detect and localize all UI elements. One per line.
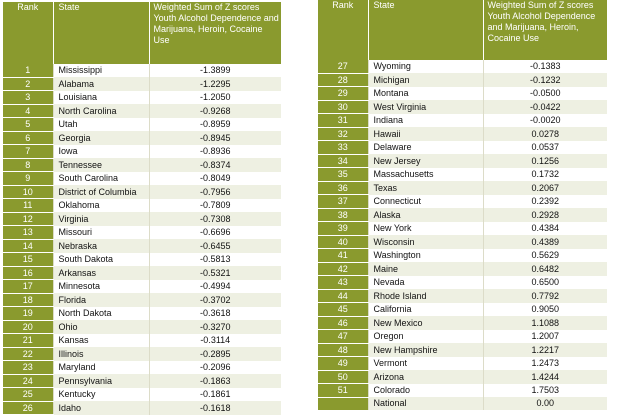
rank-cell: 14 [3, 239, 53, 253]
state-cell: Washington [368, 249, 483, 263]
score-cell: -1.3899 [149, 64, 281, 77]
state-cell: California [368, 303, 483, 317]
state-cell: Connecticut [368, 195, 483, 209]
table-row [3, 374, 281, 388]
rank-cell: 5 [3, 118, 53, 132]
rank-cell: 44 [318, 289, 368, 303]
score-cell: -0.8049 [149, 172, 281, 186]
rank-cell: 45 [318, 303, 368, 317]
state-cell: Maryland [53, 361, 149, 375]
rank-cell: 15 [3, 253, 53, 267]
header-row [318, 0, 607, 60]
table-row [318, 370, 607, 384]
state-cell: New York [368, 222, 483, 236]
table-row [318, 303, 607, 317]
rank-cell: 8 [3, 158, 53, 172]
rank-cell: 20 [3, 320, 53, 334]
state-cell: Indiana [368, 114, 483, 128]
rank-cell [318, 397, 368, 410]
score-cell: -1.2295 [149, 77, 281, 91]
state-cell: Nebraska [53, 239, 149, 253]
state-cell: District of Columbia [53, 185, 149, 199]
table-row [318, 168, 607, 182]
table-row [318, 330, 607, 344]
state-cell: Virginia [53, 212, 149, 226]
score-cell: 0.1256 [483, 154, 607, 168]
state-cell: Ohio [53, 320, 149, 334]
score-cell: -0.1863 [149, 374, 281, 388]
table-row [318, 397, 607, 410]
table-row [318, 114, 607, 128]
right-table-body [318, 60, 607, 410]
left-ranking-table [3, 2, 281, 415]
state-cell: Arkansas [53, 266, 149, 280]
score-cell: -0.0020 [483, 114, 607, 128]
rank-cell: 26 [3, 401, 53, 415]
table-row [3, 131, 281, 145]
rank-cell: 16 [3, 266, 53, 280]
rank-cell: 19 [3, 307, 53, 321]
rank-cell: 50 [318, 370, 368, 384]
rank-cell: 48 [318, 343, 368, 357]
table-row [318, 276, 607, 290]
rank-cell: 28 [318, 73, 368, 87]
table-row [318, 154, 607, 168]
score-cell: -0.0500 [483, 87, 607, 101]
table-row [318, 195, 607, 209]
score-cell: -0.3270 [149, 320, 281, 334]
state-cell: North Dakota [53, 307, 149, 321]
rank-cell: 42 [318, 262, 368, 276]
score-cell: 0.4384 [483, 222, 607, 236]
table-row [3, 253, 281, 267]
score-cell: 0.2067 [483, 181, 607, 195]
score-cell: -0.5321 [149, 266, 281, 280]
state-cell: Arizona [368, 370, 483, 384]
state-cell: Alabama [53, 77, 149, 91]
state-cell: Delaware [368, 141, 483, 155]
rank-cell: 39 [318, 222, 368, 236]
header-row [3, 2, 281, 64]
score-cell: 1.7503 [483, 384, 607, 398]
table-row [318, 208, 607, 222]
table-row [318, 249, 607, 263]
score-cell: -0.1383 [483, 60, 607, 73]
state-cell: Rhode Island [368, 289, 483, 303]
table-row [318, 316, 607, 330]
table-row [3, 91, 281, 105]
state-cell: Louisiana [53, 91, 149, 105]
rank-header: Rank [3, 2, 53, 64]
score-cell: 1.2217 [483, 343, 607, 357]
table-row [318, 141, 607, 155]
right-ranking-table [318, 0, 607, 411]
table-row [318, 357, 607, 371]
table-row [318, 235, 607, 249]
rank-cell: 9 [3, 172, 53, 186]
score-cell: -0.8374 [149, 158, 281, 172]
table-row [318, 222, 607, 236]
rank-cell: 29 [318, 87, 368, 101]
table-row [3, 280, 281, 294]
score-cell: 0.0278 [483, 127, 607, 141]
rank-cell: 37 [318, 195, 368, 209]
rank-cell: 43 [318, 276, 368, 290]
rank-cell: 18 [3, 293, 53, 307]
rank-cell: 30 [318, 100, 368, 114]
state-cell: Utah [53, 118, 149, 132]
table-row [3, 158, 281, 172]
rank-cell: 12 [3, 212, 53, 226]
state-cell: West Virginia [368, 100, 483, 114]
table-row [3, 212, 281, 226]
rank-cell: 35 [318, 168, 368, 182]
table-row [318, 181, 607, 195]
score-cell: -0.6696 [149, 226, 281, 240]
score-header: Weighted Sum of Z scores Youth Alcohol Dependence and Marijuana, Heroin, Cocaine Use [483, 0, 607, 60]
table-row [3, 104, 281, 118]
state-cell: Pennsylvania [53, 374, 149, 388]
rank-cell: 47 [318, 330, 368, 344]
state-cell: Montana [368, 87, 483, 101]
table-row [3, 347, 281, 361]
rank-cell: 1 [3, 64, 53, 77]
score-cell: 0.1732 [483, 168, 607, 182]
score-cell: 0.9050 [483, 303, 607, 317]
state-cell: Texas [368, 181, 483, 195]
state-cell: Florida [53, 293, 149, 307]
rank-cell: 46 [318, 316, 368, 330]
table-row [3, 172, 281, 186]
rank-cell: 17 [3, 280, 53, 294]
score-cell: -0.3618 [149, 307, 281, 321]
table-row [318, 73, 607, 87]
left-table-body [3, 64, 281, 415]
state-cell: Minnesota [53, 280, 149, 294]
rank-cell: 41 [318, 249, 368, 263]
score-cell: -0.8945 [149, 131, 281, 145]
rank-cell: 27 [318, 60, 368, 73]
score-cell: 0.2392 [483, 195, 607, 209]
score-cell: 0.00 [483, 397, 607, 410]
state-cell: Idaho [53, 401, 149, 415]
state-header: State [53, 2, 149, 64]
score-cell: 1.2473 [483, 357, 607, 371]
table-row [3, 226, 281, 240]
rank-cell: 24 [3, 374, 53, 388]
table-row [3, 388, 281, 402]
rank-header: Rank [318, 0, 368, 60]
table-row [3, 199, 281, 213]
state-cell: Wyoming [368, 60, 483, 73]
table-row [3, 239, 281, 253]
state-cell: South Carolina [53, 172, 149, 186]
state-cell: North Carolina [53, 104, 149, 118]
table-row [318, 384, 607, 398]
score-cell: -0.5813 [149, 253, 281, 267]
table-row [3, 185, 281, 199]
state-cell: National [368, 397, 483, 410]
rank-cell: 22 [3, 347, 53, 361]
score-cell: 1.1088 [483, 316, 607, 330]
state-cell: Michigan [368, 73, 483, 87]
rank-cell: 33 [318, 141, 368, 155]
score-cell: -0.2096 [149, 361, 281, 375]
state-cell: Mississippi [53, 64, 149, 77]
score-cell: 0.5629 [483, 249, 607, 263]
state-cell: Maine [368, 262, 483, 276]
score-cell: -0.2895 [149, 347, 281, 361]
rank-cell: 3 [3, 91, 53, 105]
score-cell: -0.1861 [149, 388, 281, 402]
rank-cell: 49 [318, 357, 368, 371]
table-row [318, 100, 607, 114]
state-cell: Georgia [53, 131, 149, 145]
score-cell: 1.4244 [483, 370, 607, 384]
rank-cell: 40 [318, 235, 368, 249]
rank-cell: 21 [3, 334, 53, 348]
rank-cell: 10 [3, 185, 53, 199]
table-row [3, 77, 281, 91]
state-cell: Nevada [368, 276, 483, 290]
rank-cell: 38 [318, 208, 368, 222]
score-cell: -0.3702 [149, 293, 281, 307]
score-header: Weighted Sum of Z scores Youth Alcohol Dependence and Marijuana, Heroin, Cocaine Use [149, 2, 281, 64]
score-cell: -0.7956 [149, 185, 281, 199]
state-cell: Massachusetts [368, 168, 483, 182]
table-row [318, 262, 607, 276]
state-cell: Oklahoma [53, 199, 149, 213]
score-cell: -0.1232 [483, 73, 607, 87]
score-cell: -0.9268 [149, 104, 281, 118]
table-row [318, 60, 607, 73]
table-row [318, 87, 607, 101]
score-cell: -0.4994 [149, 280, 281, 294]
rank-cell: 23 [3, 361, 53, 375]
table-row [3, 266, 281, 280]
rank-cell: 6 [3, 131, 53, 145]
state-cell: Missouri [53, 226, 149, 240]
rank-cell: 7 [3, 145, 53, 159]
table-row [3, 118, 281, 132]
state-cell: Tennessee [53, 158, 149, 172]
state-cell: Vermont [368, 357, 483, 371]
table-row [3, 320, 281, 334]
state-cell: South Dakota [53, 253, 149, 267]
state-cell: Illinois [53, 347, 149, 361]
state-cell: Alaska [368, 208, 483, 222]
score-cell: -0.0422 [483, 100, 607, 114]
score-cell: 0.4389 [483, 235, 607, 249]
table-row [318, 289, 607, 303]
state-cell: New Jersey [368, 154, 483, 168]
score-cell: -0.7809 [149, 199, 281, 213]
score-cell: -0.8959 [149, 118, 281, 132]
rank-cell: 31 [318, 114, 368, 128]
rank-cell: 2 [3, 77, 53, 91]
score-cell: -1.2050 [149, 91, 281, 105]
score-cell: -0.3114 [149, 334, 281, 348]
table-row [3, 334, 281, 348]
state-cell: Oregon [368, 330, 483, 344]
score-cell: 0.6482 [483, 262, 607, 276]
state-cell: New Mexico [368, 316, 483, 330]
table-row [3, 145, 281, 159]
score-cell: -0.8936 [149, 145, 281, 159]
rank-cell: 11 [3, 199, 53, 213]
score-cell: 0.2928 [483, 208, 607, 222]
table-row [3, 64, 281, 77]
score-cell: 0.6500 [483, 276, 607, 290]
rank-cell: 36 [318, 181, 368, 195]
score-cell: 0.0537 [483, 141, 607, 155]
state-cell: Colorado [368, 384, 483, 398]
score-cell: -0.1618 [149, 401, 281, 415]
rank-cell: 34 [318, 154, 368, 168]
rank-cell: 51 [318, 384, 368, 398]
rank-cell: 25 [3, 388, 53, 402]
table-row [3, 361, 281, 375]
state-cell: Kentucky [53, 388, 149, 402]
state-cell: Wisconsin [368, 235, 483, 249]
state-header: State [368, 0, 483, 60]
score-cell: 0.7792 [483, 289, 607, 303]
rank-cell: 13 [3, 226, 53, 240]
table-row [318, 127, 607, 141]
state-cell: Kansas [53, 334, 149, 348]
score-cell: 1.2007 [483, 330, 607, 344]
table-row [3, 307, 281, 321]
rank-cell: 4 [3, 104, 53, 118]
state-cell: Hawaii [368, 127, 483, 141]
state-cell: Iowa [53, 145, 149, 159]
score-cell: -0.7308 [149, 212, 281, 226]
score-cell: -0.6455 [149, 239, 281, 253]
table-row [3, 293, 281, 307]
rank-cell: 32 [318, 127, 368, 141]
state-cell: New Hampshire [368, 343, 483, 357]
table-row [318, 343, 607, 357]
